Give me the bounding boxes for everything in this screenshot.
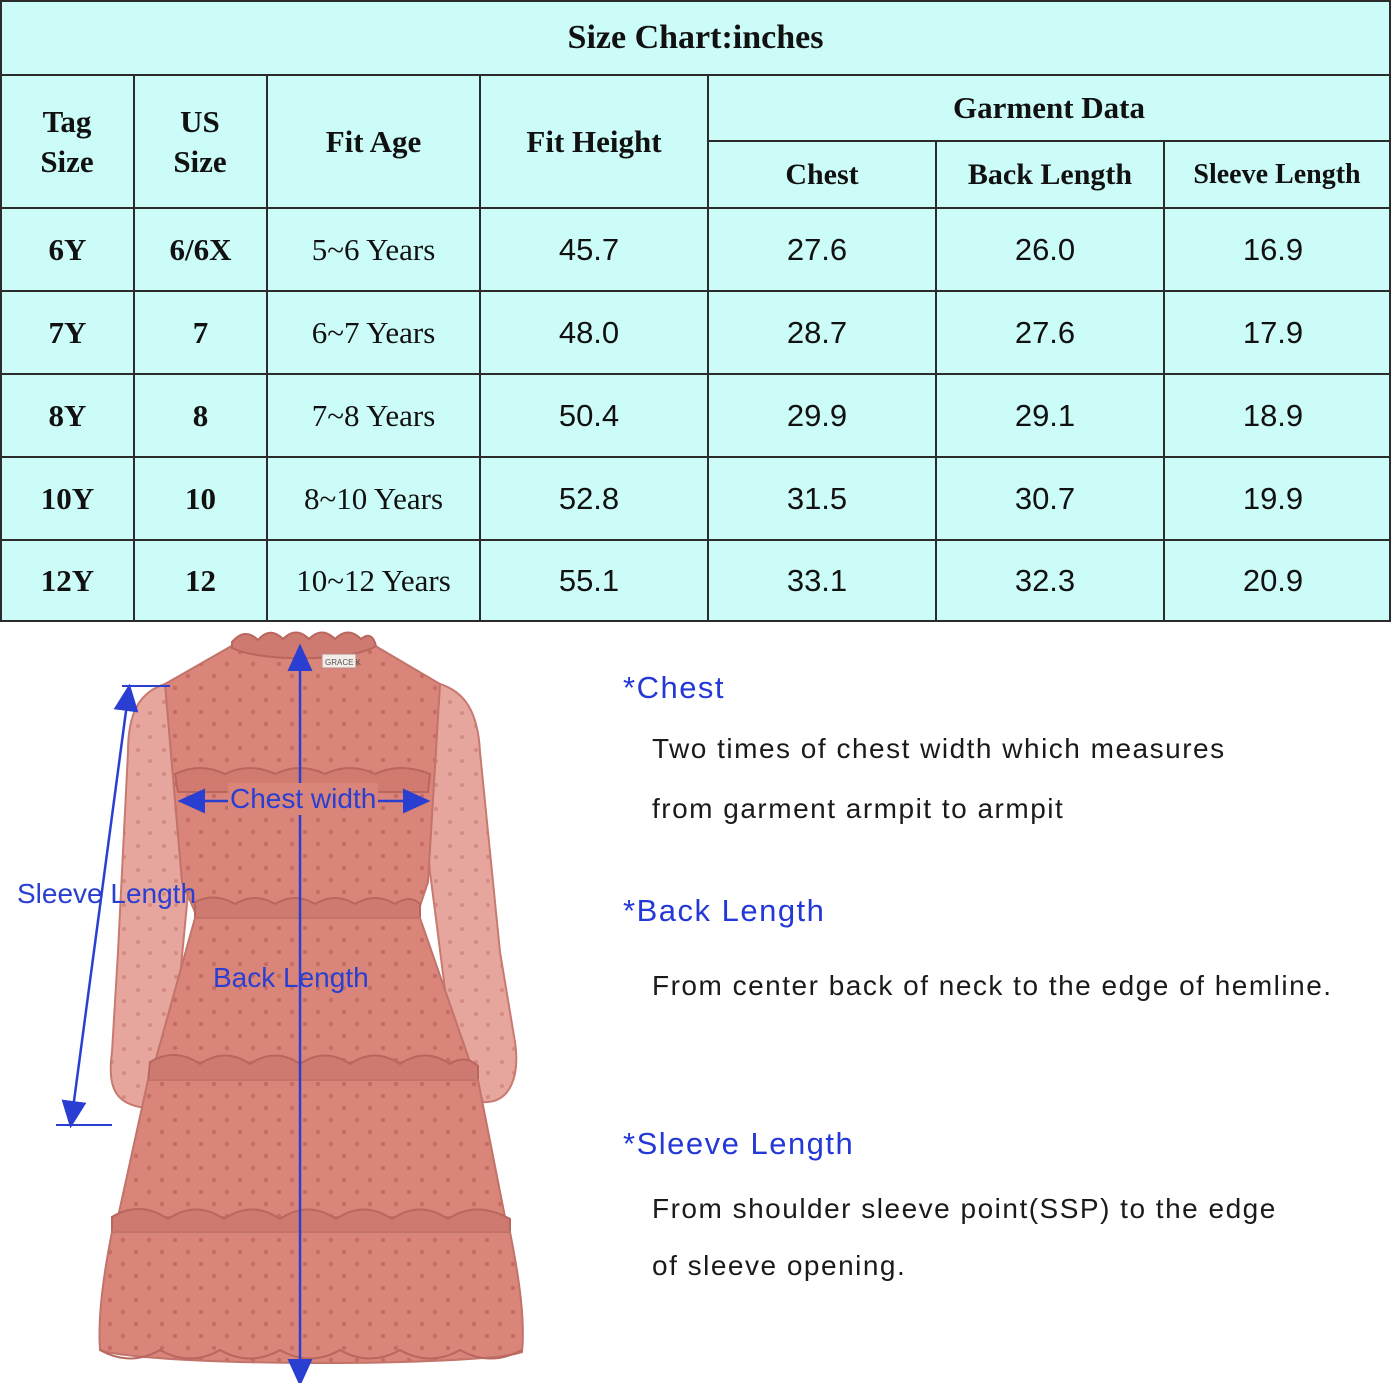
cell-chest: 27.6 — [786, 231, 848, 267]
cell-height: 55.1 — [558, 562, 620, 598]
cell-us: 10 — [185, 480, 216, 516]
cell-back: 30.7 — [1014, 480, 1076, 516]
dress-measurement-diagram — [0, 622, 600, 1383]
cell-sleeve: 19.9 — [1242, 480, 1304, 516]
cell-back: 26.0 — [1014, 231, 1076, 267]
cell-us: 12 — [185, 562, 216, 598]
dress-illustration — [0, 622, 600, 1383]
cell-age: 8~10 Years — [303, 480, 444, 516]
chest-definition-line-1: Two times of chest width which measures — [652, 733, 1226, 764]
cell-tag: 7Y — [48, 314, 87, 350]
cell-age: 10~12 Years — [296, 562, 451, 598]
cell-us: 6/6X — [169, 231, 232, 267]
cell-tag: 12Y — [40, 562, 95, 598]
back-length-label: Back Length — [213, 962, 369, 993]
cell-back: 29.1 — [1014, 397, 1076, 433]
sleeve-length-definition-heading: *Sleeve Length — [623, 1126, 855, 1161]
header-tag-size: Tag Size — [40, 103, 94, 179]
sleeve-length-definition-line-2: of sleeve opening. — [652, 1250, 907, 1281]
cell-tag: 8Y — [48, 397, 87, 433]
header-back-length: Back Length — [967, 157, 1133, 191]
chest-width-label: Chest width — [230, 783, 377, 814]
cell-height: 45.7 — [558, 231, 620, 267]
cell-us: 8 — [192, 397, 209, 433]
header-sleeve-length: Sleeve Length — [1193, 158, 1361, 190]
cell-chest: 33.1 — [786, 562, 848, 598]
cell-height: 52.8 — [558, 480, 620, 516]
chart-title: Size Chart:inches — [567, 19, 824, 56]
cell-back: 32.3 — [1014, 562, 1076, 598]
cell-height: 48.0 — [558, 314, 620, 350]
cell-chest: 29.9 — [786, 397, 848, 433]
cell-age: 7~8 Years — [311, 397, 436, 433]
cell-tag: 6Y — [48, 231, 87, 267]
header-chest: Chest — [785, 157, 859, 191]
header-fit-age: Fit Age — [325, 123, 422, 159]
sleeve-length-definition-line-1: From shoulder sleeve point(SSP) to the edge — [652, 1193, 1277, 1224]
cell-back: 27.6 — [1014, 314, 1076, 350]
header-us-size: US Size — [173, 103, 227, 179]
cell-sleeve: 18.9 — [1242, 397, 1304, 433]
cell-age: 5~6 Years — [311, 231, 436, 267]
sleeve-length-label: Sleeve Length — [17, 878, 197, 909]
cell-sleeve: 17.9 — [1242, 314, 1304, 350]
cell-age: 6~7 Years — [311, 314, 436, 350]
cell-us: 7 — [192, 314, 209, 350]
cell-tag: 10Y — [40, 480, 95, 516]
header-fit-height: Fit Height — [526, 123, 662, 159]
chest-definition-heading: *Chest — [623, 670, 726, 705]
cell-height: 50.4 — [558, 397, 620, 433]
cell-sleeve: 16.9 — [1242, 231, 1304, 267]
chest-definition-line-2: from garment armpit to armpit — [652, 793, 1065, 824]
back-length-definition-heading: *Back Length — [623, 893, 826, 928]
size-chart-table — [0, 0, 1391, 622]
cell-chest: 31.5 — [786, 480, 848, 516]
neck-tag-label: GRACE K — [325, 658, 362, 667]
header-garment-data: Garment Data — [953, 90, 1145, 125]
cell-sleeve: 20.9 — [1242, 562, 1304, 598]
cell-chest: 28.7 — [786, 314, 848, 350]
back-length-definition-line-1: From center back of neck to the edge of hemline. — [652, 970, 1333, 1001]
